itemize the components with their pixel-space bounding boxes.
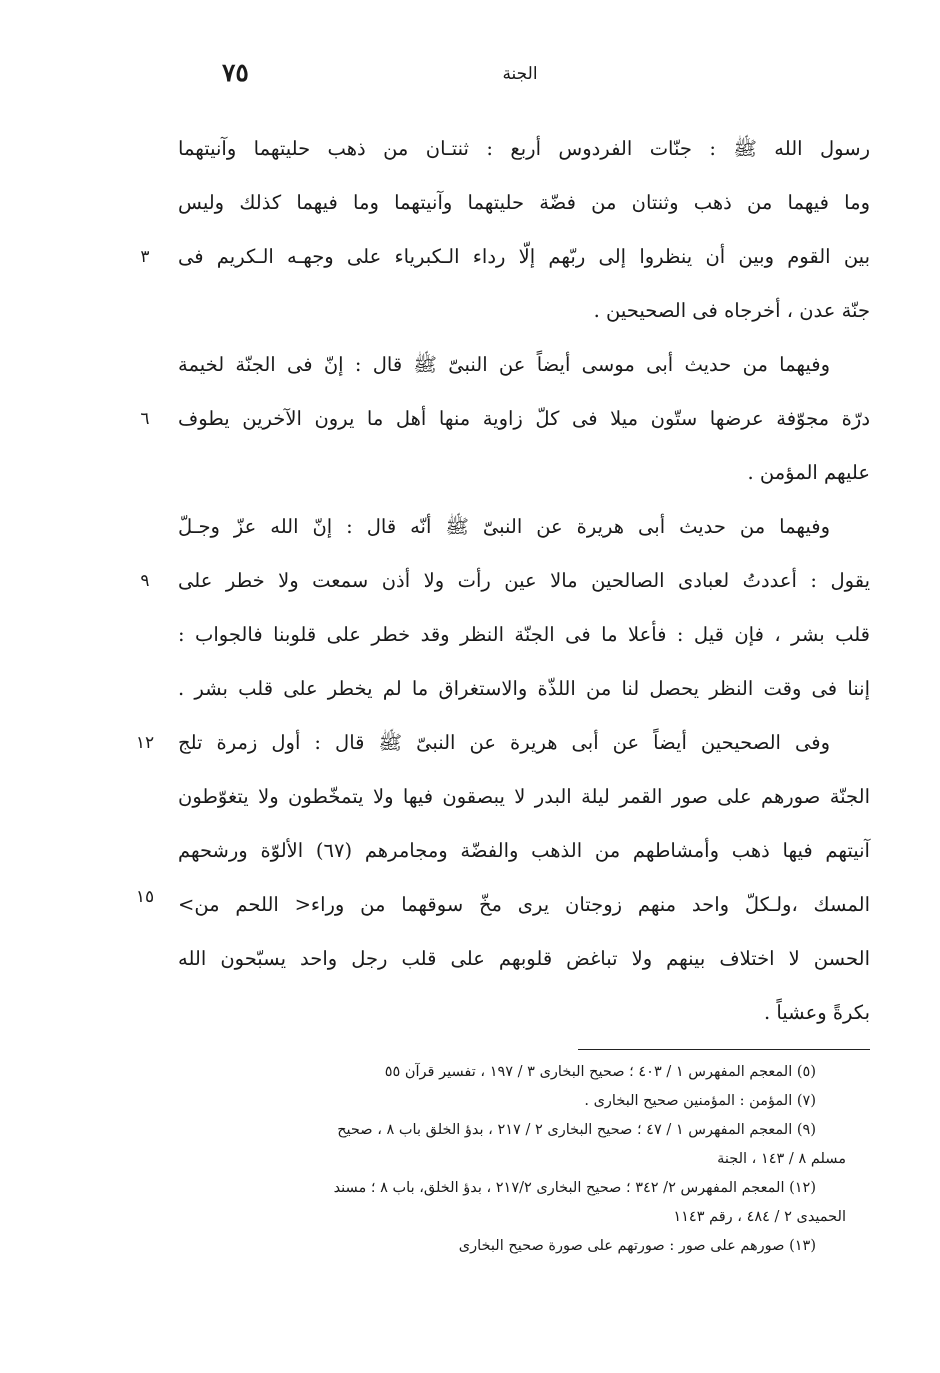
text-line: الجنّة صورهم على صور القمر ليلة البدر لا يبصقون فيها ولا يتمخّطون ولا يتغوّطون: [178, 785, 870, 808]
text-line: آنيتهم فيها ذهب وأمشاطهم من الذهب والفضّة ومجامرهم (٦٧) الألوّة ورشحهم: [178, 839, 870, 862]
text-line: درّة مجوّفة عرضها ستّون ميلا فى كلّ زاوية منها أهل ما يرون الآخرين يطوف: [178, 407, 871, 430]
footnote: (١٣) صورهم على صور : صورتهم على صورة صحيح البخارى: [458, 1238, 816, 1254]
text-line: المسك ،ولـكلّ واحد منهم زوجتان يرى مخّ سوقهما من وراء< اللحم من>: [178, 893, 870, 916]
line-number: ٩: [140, 571, 150, 591]
text-line: وفيهما من حديث أبى هريرة عن النبىّ ﷺ أنّه قال : إنّ الله عزّ وجـلّ: [178, 515, 830, 538]
footnote: (١٢) المعجم المفهرس ٢/ ٣٤٢ ؛ صحيح البخارى ٢١٧/٢ ، بدؤ الخلق، باب ٨ ؛ مسند: [333, 1180, 816, 1196]
text-line: يقول : أعددتُ لعبادى الصالحين مالا عين رأت ولا أذن سمعت ولا خطر على: [178, 569, 870, 592]
text-line: إننا فى وقت النظر يحصل لنا من اللذّة والاستغراق ما لم يخطر على قلب بشر .: [178, 677, 870, 700]
main-text: [178, 122, 870, 1040]
text-line: وفى الصحيحين أيضاً عن أبى هريرة عن النبىّ ﷺ قال : أول زمرة تلج: [178, 731, 830, 754]
text-line: وما فيهما من ذهب وثنتان من فضّة حليتهما وآنيتهما وما فيهما كذلك وليس: [178, 191, 870, 214]
text-line: بين القوم وبين أن ينظروا إلى ربّهم إلّا رداء الـكبرياء على وجهـه الـكريم فى: [178, 245, 870, 268]
footnotes: [172, 1058, 846, 1261]
line-number: ١٢: [135, 733, 155, 753]
line-number: ٦: [140, 409, 150, 429]
footnote-continuation: الحميدى ٢ / ٤٨٤ ، رقم ١١٤٣: [673, 1209, 846, 1225]
text-line: بكرةً وعشياً .: [763, 1001, 870, 1024]
text-line: وفيهما من حديث أبى موسى أيضاً عن النبىّ ﷺ قال : إنّ فى الجنّة لخيمة: [178, 353, 830, 376]
page-number: ٧٥: [222, 58, 249, 87]
footnote: (٥) المعجم المفهرس ١ / ٤٠٣ ؛ صحيح البخارى ٣ / ١٩٧ ، تفسير قرآن ٥٥: [384, 1064, 816, 1080]
text-line: جنّة عدن ، أخرجاه فى الصحيحين .: [593, 299, 870, 322]
footnote: (٩) المعجم المفهرس ١ / ٤٧ ؛ صحيح البخارى ٢ / ٢١٧ ، بدؤ الخلق باب ٨ ، صحيح: [337, 1122, 816, 1138]
footnote: (٧) المؤمن : المؤمنين صحيح البخارى .: [584, 1093, 816, 1109]
line-number: ٣: [140, 247, 150, 267]
text-line: قلب بشر ، فإن قيل : فأعلا ما فى الجنّة النظر وقد خطر على قلوبنا فالجواب :: [178, 623, 870, 646]
line-number: ١٥: [135, 887, 155, 907]
text-line: رسول الله ﷺ : جنّات الفردوس أربع : ثنتـان من ذهب حليتهما وآنيتهما: [178, 137, 870, 160]
running-head: الجنة: [502, 64, 538, 84]
footnote-rule: [578, 1049, 870, 1050]
footnote-continuation: مسلم ٨ / ١٤٣ ، الجنة: [717, 1151, 846, 1167]
text-line: عليهم المؤمن .: [747, 461, 870, 484]
text-line: الحسن لا اختلاف بينهم ولا تباغض قلوبهم على قلب رجل واحد يسبّحون الله: [178, 947, 870, 970]
